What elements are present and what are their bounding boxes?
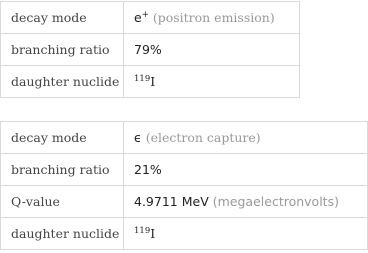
table-row <box>1 2 300 34</box>
table-row <box>1 186 368 218</box>
nuclide-element: I <box>150 226 156 241</box>
branching-ratio-value: 21% <box>124 154 368 186</box>
electron-capture-table <box>0 121 368 250</box>
decay-mode-label: decay mode <box>1 2 124 34</box>
daughter-nuclide-label: daughter nuclide <box>1 66 124 98</box>
table-row <box>1 154 368 186</box>
decay-symbol: ϵ <box>134 130 142 145</box>
daughter-nuclide-label: daughter nuclide <box>1 218 124 250</box>
branching-ratio-label: branching ratio <box>1 34 124 66</box>
table-row <box>1 34 300 66</box>
decay-symbol-charge: + <box>141 10 149 20</box>
decay-symbol: e <box>134 10 142 25</box>
nuclide-mass-number: 119 <box>134 74 151 84</box>
table-row <box>1 218 368 250</box>
table-row <box>1 66 300 98</box>
q-value-value <box>124 186 368 218</box>
nuclide-element: I <box>150 74 156 89</box>
positron-emission-table <box>0 1 300 98</box>
decay-mode-label: decay mode <box>1 122 124 154</box>
q-value-unit-long: (megaelectronvolts) <box>212 194 339 209</box>
decay-mode-note: (electron capture) <box>145 130 261 145</box>
q-value-number: 4.9711 <box>134 194 178 209</box>
branching-ratio-label: branching ratio <box>1 154 124 186</box>
decay-mode-value <box>124 2 300 34</box>
q-value-label: Q-value <box>1 186 124 218</box>
daughter-nuclide-value <box>124 66 300 98</box>
branching-ratio-value: 79% <box>124 34 300 66</box>
table-row <box>1 122 368 154</box>
nuclide-mass-number: 119 <box>134 226 151 236</box>
decay-mode-value <box>124 122 368 154</box>
decay-mode-note: (positron emission) <box>152 10 275 25</box>
q-value-unit-short: MeV <box>181 194 209 209</box>
daughter-nuclide-value <box>124 218 368 250</box>
